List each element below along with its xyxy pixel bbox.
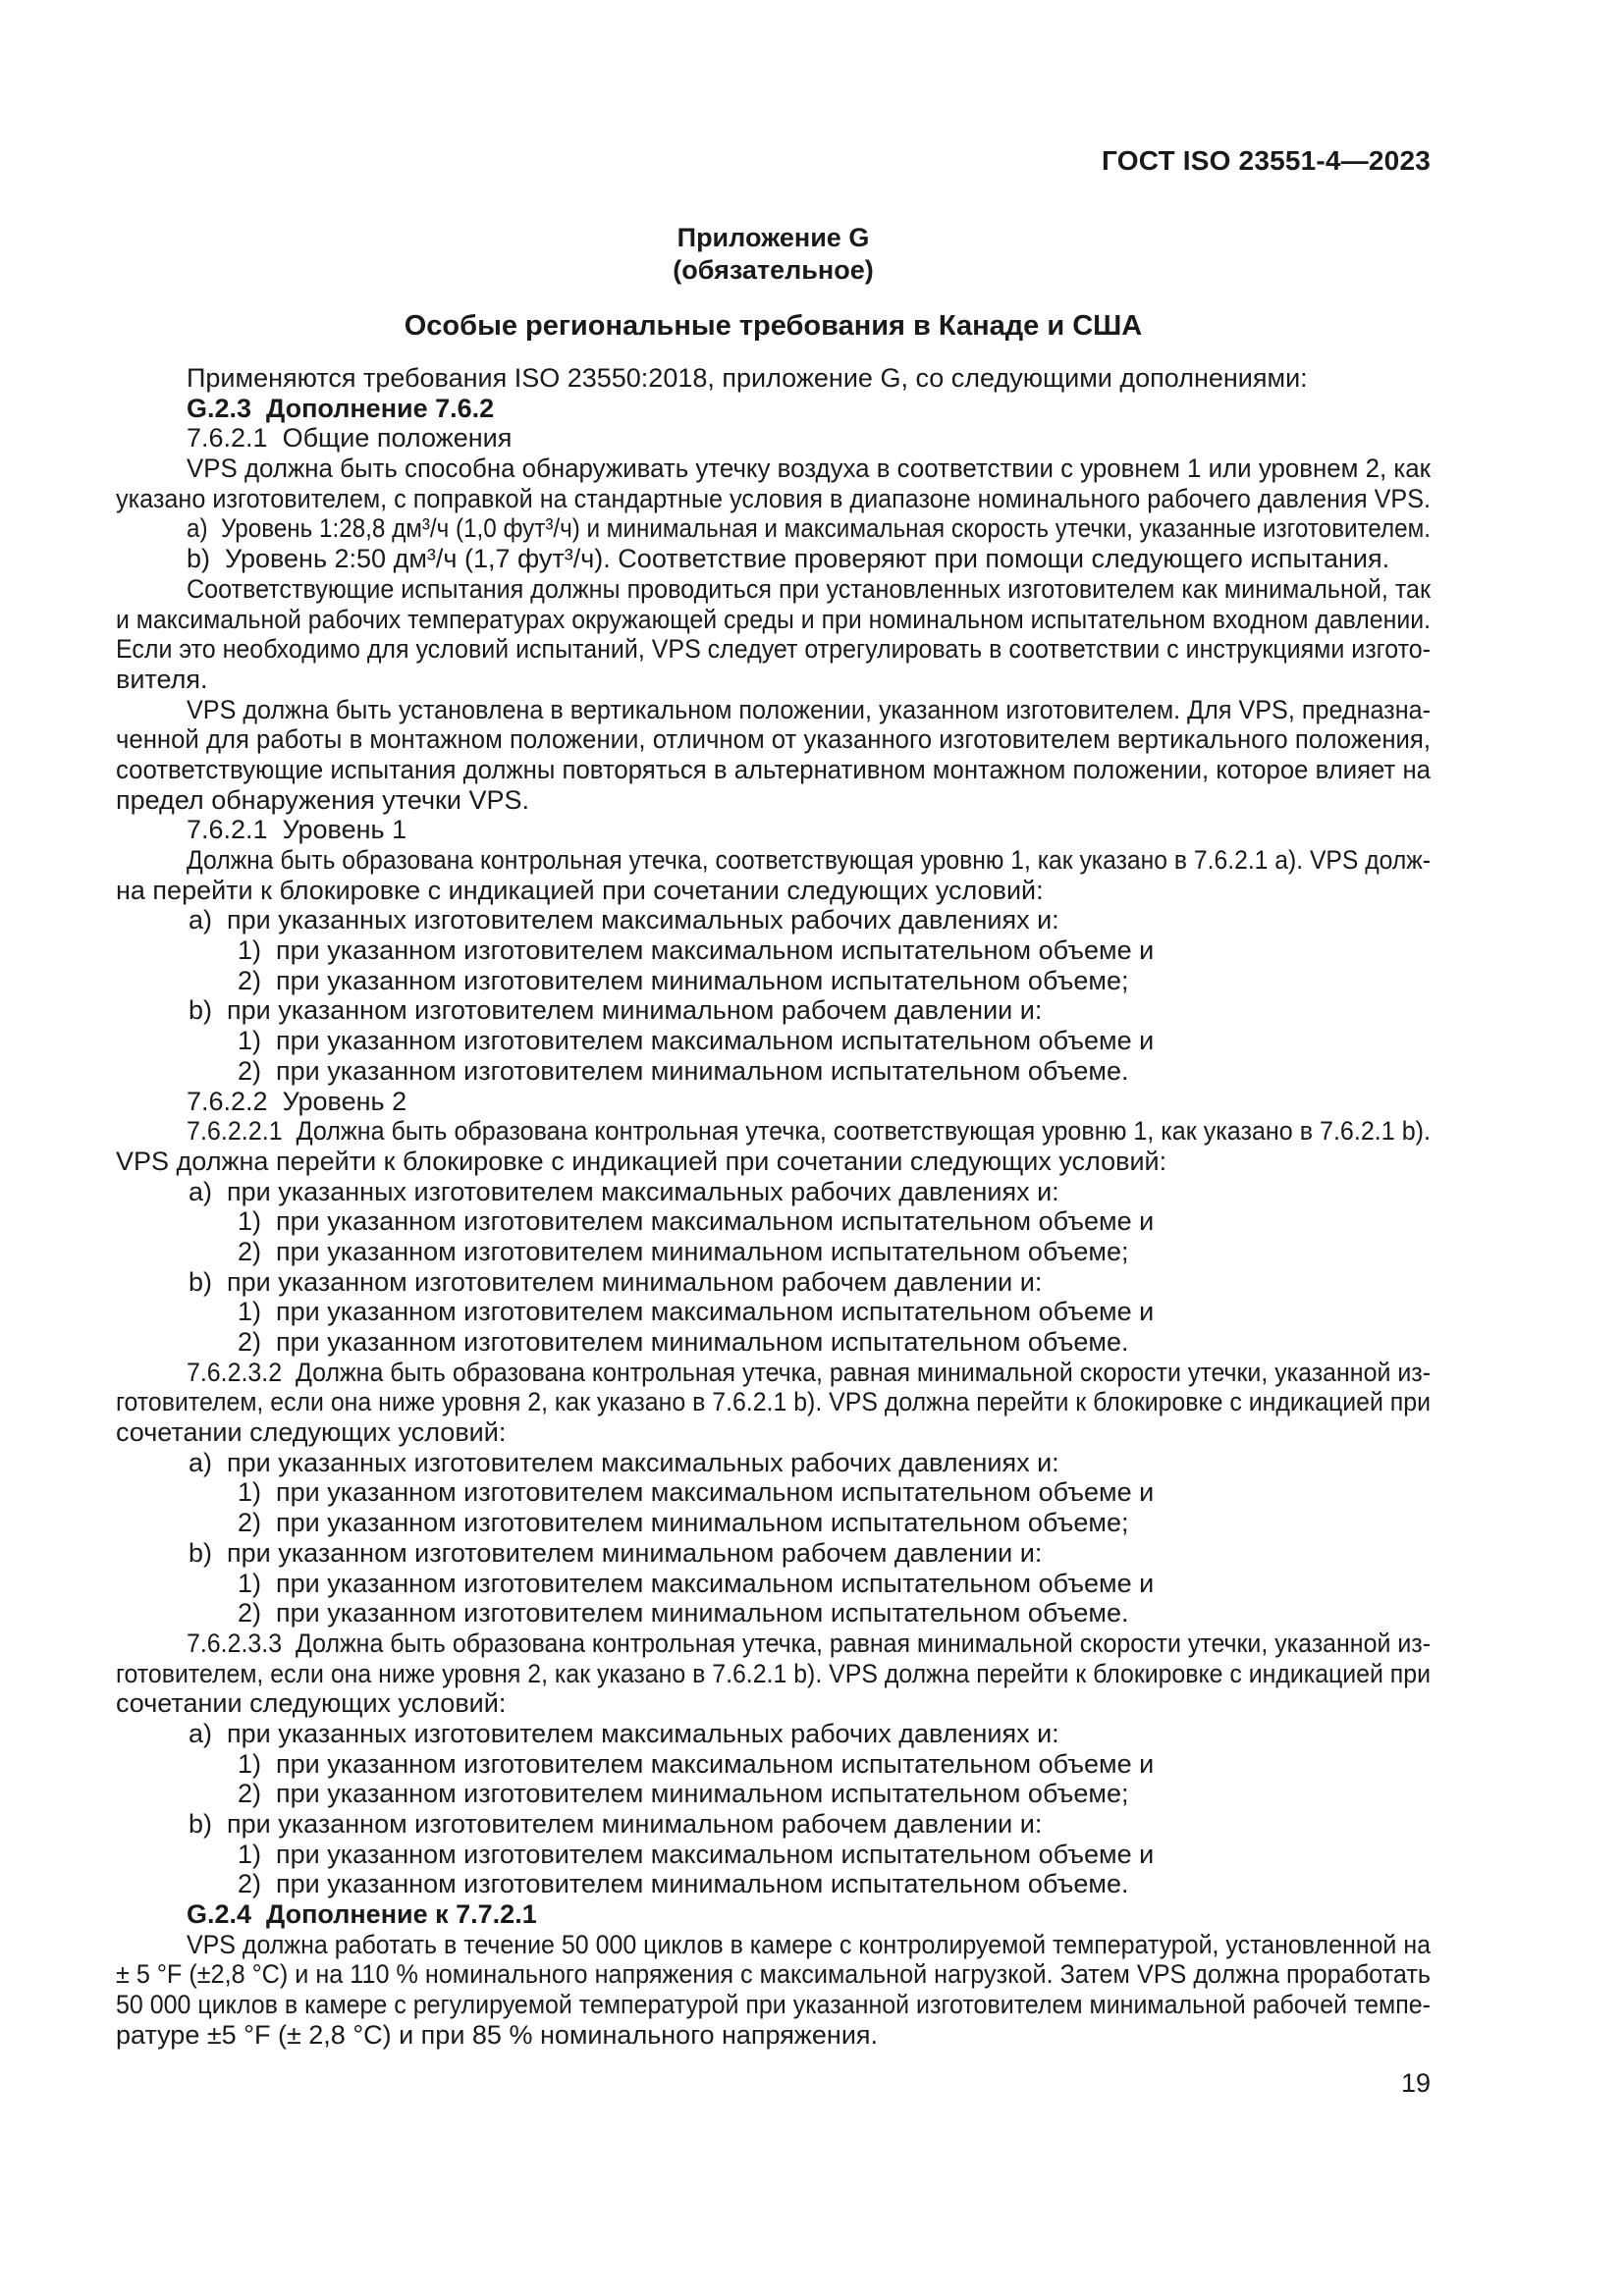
text-line-content: a) Уровень 1:28,8 дм³/ч (1,0 фут³/ч) и минимальная и максимальная скорость утечки, указанные изготовителем. [187, 513, 1431, 544]
text-line-content: 2) при указанном изготовителем минимальном испытательном объеме; [238, 1508, 1129, 1538]
text-line [116, 1297, 1431, 1327]
text-line-content: a) при указанных изготовителем максимальных рабочих давлениях и: [189, 1176, 1059, 1206]
text-line [116, 484, 1431, 514]
text-line-content: 2) при указанном изготовителем минимальном испытательном объеме. [238, 1598, 1129, 1629]
text-line-content: b) при указанном изготовителем минимальном рабочем давлении и: [189, 1266, 1043, 1297]
text-line-content: сочетании следующих условий: [116, 1417, 507, 1448]
text-line-content: a) при указанных изготовителем максимальных рабочих давлениях и: [189, 1718, 1059, 1748]
text-line-content: a) при указанных изготовителем максимальных рабочих давлениях и: [189, 905, 1059, 935]
text-line [116, 1749, 1431, 1780]
text-line-content: готовителем, если она ниже уровня 2, как указано в 7.6.2.1 b). VPS должна перейти к блокировке с индикацией при [116, 1387, 1431, 1417]
text-line [116, 1026, 1431, 1056]
text-line [116, 724, 1431, 755]
text-line [116, 1629, 1431, 1659]
text-line [116, 363, 1431, 394]
text-line-content: 1) при указанном изготовителем максимальном испытательном объеме и [238, 1748, 1155, 1779]
text-line [116, 1659, 1431, 1689]
text-line-content: a) при указанных изготовителем максимальных рабочих давлениях и: [189, 1447, 1059, 1477]
content-column [116, 0, 1431, 2296]
text-line [116, 1508, 1431, 1538]
text-line [116, 1417, 1431, 1448]
text-line [116, 1448, 1431, 1478]
text-line [116, 1087, 1431, 1117]
text-line-content: 1) при указанном изготовителем максимальном испытательном объеме и [238, 1839, 1155, 1869]
text-line [116, 454, 1431, 484]
text-line [116, 634, 1431, 665]
text-line [116, 1899, 1431, 1930]
text-line [116, 1237, 1431, 1267]
page-number: 19 [1400, 2068, 1431, 2098]
text-line-content: соответствующие испытания должны повторяться в альтернативном монтажном положении, которое влияет на [116, 754, 1431, 784]
text-line-content: ченной для работы в монтажном положении, отличном от указанного изготовителем вертикального положения, [116, 724, 1431, 755]
text-line-content: 7.6.2.2.1 Должна быть образована контрольная утечка, соответствующая уровню 1, как указано в 7.6.2.1 b). [187, 1116, 1431, 1147]
text-line [116, 1116, 1431, 1147]
text-line-content: VPS должна быть установлена в вертикальном положении, указанном изготовителем. Для VPS, предназна- [187, 694, 1431, 724]
text-line [116, 1959, 1431, 1990]
text-line [116, 1840, 1431, 1870]
text-line-content: готовителем, если она ниже уровня 2, как указано в 7.6.2.1 b). VPS должна перейти к блокировке с индикацией при [116, 1658, 1431, 1688]
text-line-content: 1) при указанном изготовителем максимальном испытательном объеме и [238, 1297, 1155, 1327]
text-line-content: ратуре ±5 °F (± 2,8 °C) и при 85 % номинального напряжения. [116, 2019, 879, 2050]
text-line-content: b) Уровень 2:50 дм³/ч (1,7 фут³/ч). Соответствие проверяют при помощи следующего испытания. [187, 544, 1390, 574]
text-line [116, 905, 1431, 935]
text-line-content: G.2.3 Дополнение 7.6.2 [187, 393, 495, 423]
text-line-content: 1) при указанном изготовителем максимальном испытательном объеме и [238, 1568, 1155, 1598]
text-line [116, 935, 1431, 966]
text-line [116, 1177, 1431, 1207]
text-line [116, 1056, 1431, 1087]
text-line-content: на перейти к блокировке с индикацией при сочетании следующих условий: [116, 875, 1044, 905]
text-line-content: 2) при указанном изготовителем минимальном испытательном объеме; [238, 965, 1129, 995]
appendix-heading [116, 222, 1431, 287]
text-line [116, 1990, 1431, 2020]
text-line [116, 2020, 1431, 2051]
text-line [116, 1688, 1431, 1719]
text-line [116, 815, 1431, 845]
text-line [116, 665, 1431, 695]
text-line [116, 1206, 1431, 1237]
text-line [116, 1869, 1431, 1899]
text-line-content: b) при указанном изготовителем минимальном рабочем давлении и: [189, 995, 1043, 1026]
text-line [116, 605, 1431, 635]
text-line [116, 1779, 1431, 1809]
text-line-content: Должна быть образована контрольная утечка, соответствующая уровню 1, как указано в 7.6.2.1 a). VPS долж- [187, 845, 1431, 875]
text-line-content: сочетании следующих условий: [116, 1688, 507, 1719]
text-line [116, 1358, 1431, 1388]
text-line [116, 1538, 1431, 1569]
text-line-content: b) при указанном изготовителем минимальном рабочем давлении и: [189, 1537, 1043, 1568]
text-line-content: 1) при указанном изготовителем максимальном испытательном объеме и [238, 935, 1155, 966]
appendix-label: Приложение G [677, 223, 870, 252]
text-line [116, 1569, 1431, 1599]
text-line-content: вителя. [116, 664, 208, 694]
text-line [116, 966, 1431, 996]
text-line-content: Соответствующие испытания должны проводиться при установленных изготовителем как минимальной, так [187, 573, 1431, 604]
standard-designation: ГОСТ ISO 23551-4—2023 [1102, 145, 1431, 176]
text-line [116, 785, 1431, 816]
text-line [116, 423, 1431, 454]
text-line-content: 1) при указанном изготовителем максимальном испытательном объеме и [238, 1206, 1155, 1237]
text-line [116, 1477, 1431, 1508]
text-line-content: 2) при указанном изготовителем минимальном испытательном объеме; [238, 1236, 1129, 1266]
text-line-content: b) при указанном изготовителем минимальном рабочем давлении и: [189, 1809, 1043, 1839]
text-line-content: 2) при указанном изготовителем минимальном испытательном объеме; [238, 1779, 1129, 1809]
text-line [116, 1327, 1431, 1358]
text-line-content: 2) при указанном изготовителем минимальном испытательном объеме. [238, 1327, 1129, 1357]
text-line-content: 7.6.2.3.3 Должна быть образована контрольная утечка, равная минимальной скорости утечки, указанной из- [187, 1628, 1431, 1658]
document-body [116, 363, 1431, 2051]
text-line [116, 1809, 1431, 1840]
page-title: Особые региональные требования в Канаде и США [404, 310, 1143, 342]
text-line-content: предел обнаружения утечки VPS. [116, 784, 529, 815]
text-line-content: VPS должна быть способна обнаруживать утечку воздуха в соответствии с уровнем 1 или уровнем 2, как [187, 454, 1431, 484]
text-line [116, 513, 1431, 544]
text-line [116, 1147, 1431, 1177]
text-line-content: 7.6.2.2 Уровень 2 [187, 1086, 407, 1116]
text-line-content: 1) при указанном изготовителем максимальном испытательном объеме и [238, 1026, 1155, 1056]
text-line-content: Применяются требования ISO 23550:2018, приложение G, со следующими дополнениями: [187, 363, 1308, 393]
text-line [116, 995, 1431, 1026]
text-line [116, 755, 1431, 785]
text-line-content: Если это необходимо для условий испытаний, VPS следует отрегулировать в соответствии с инструкциями изгото- [116, 634, 1431, 665]
text-line-content: 2) при указанном изготовителем минимальном испытательном объеме. [238, 1869, 1129, 1899]
text-line-content: ± 5 °F (±2,8 °C) и на 110 % номинального напряжения с максимальной нагрузкой. Затем VPS должна проработать [116, 1959, 1431, 1990]
text-line-content: 50 000 циклов в камере с регулируемой температурой при указанной изготовителем минимальной рабочей темпе- [116, 1990, 1431, 2020]
text-line [116, 1930, 1431, 1960]
text-line [116, 1598, 1431, 1629]
text-line [116, 1267, 1431, 1298]
text-line [116, 544, 1431, 574]
text-line [116, 1719, 1431, 1749]
text-line-content: и максимальной рабочих температурах окружающей среды и при номинальном испытательном входном давлении. [116, 604, 1431, 634]
text-line [116, 394, 1431, 424]
text-line-content: указано изготовителем, с поправкой на стандартные условия в диапазоне номинального рабочего давления VPS. [116, 483, 1431, 513]
text-line-content: 2) при указанном изготовителем минимальном испытательном объеме. [238, 1055, 1129, 1086]
text-line [116, 845, 1431, 876]
text-line [116, 1387, 1431, 1417]
text-line [116, 876, 1431, 906]
text-line-content: G.2.4 Дополнение к 7.7.2.1 [187, 1899, 537, 1930]
text-line-content: 7.6.2.3.2 Должна быть образована контрольная утечка, равная минимальной скорости утечки, указанной из- [187, 1357, 1431, 1387]
text-line-content: VPS должна работать в течение 50 000 циклов в камере с контролируемой температурой, установленной на [187, 1929, 1431, 1959]
text-line-content: VPS должна перейти к блокировке с индикацией при сочетании следующих условий: [116, 1146, 1167, 1176]
text-line-content: 7.6.2.1 Общие положения [187, 423, 513, 454]
text-line-content: 7.6.2.1 Уровень 1 [187, 815, 407, 845]
text-line-content: 1) при указанном изготовителем максимальном испытательном объеме и [238, 1477, 1155, 1508]
appendix-status: (обязательное) [673, 255, 874, 285]
text-line [116, 695, 1431, 725]
text-line [116, 574, 1431, 605]
